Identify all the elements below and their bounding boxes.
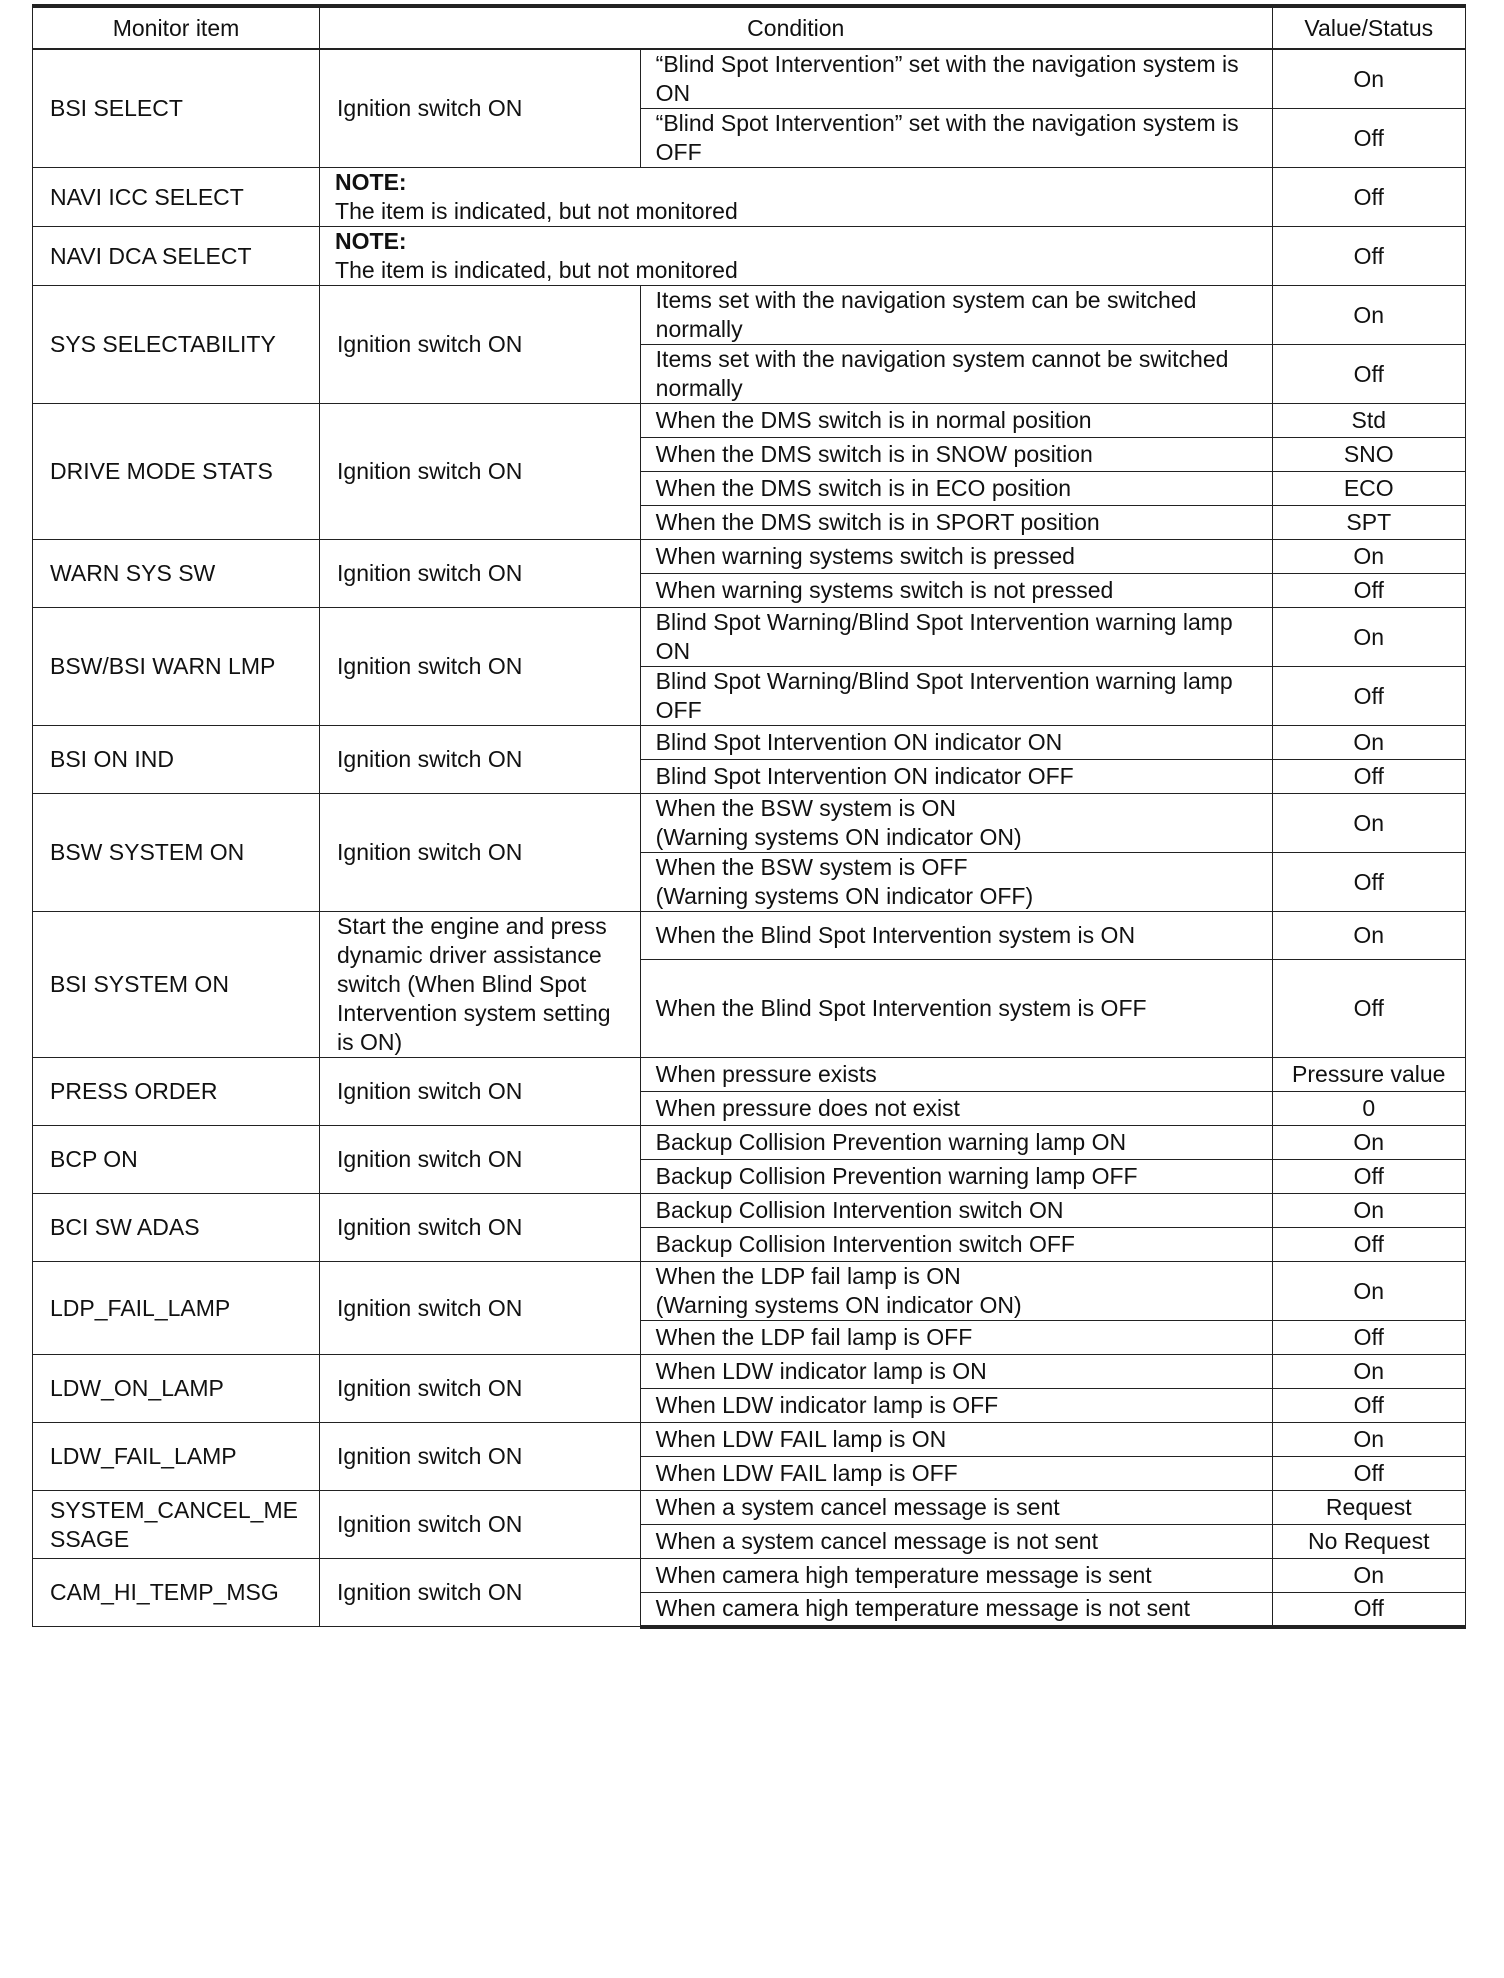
condition-main: Ignition switch ON: [320, 540, 641, 608]
condition-line: (Warning systems ON indicator ON): [655, 1292, 1022, 1318]
value-status: Off: [1272, 1321, 1465, 1355]
value-status: Off: [1272, 960, 1465, 1058]
condition-detail: Backup Collision Intervention switch OFF: [640, 1228, 1272, 1262]
condition-main: Ignition switch ON: [320, 49, 641, 168]
table-row: [33, 1559, 1466, 1593]
monitor-item: PRESS ORDER: [33, 1058, 320, 1126]
condition-main: Ignition switch ON: [320, 608, 641, 726]
condition-detail: When LDW FAIL lamp is OFF: [640, 1457, 1272, 1491]
note-text: The item is indicated, but not monitored: [335, 198, 738, 224]
table-header-row: [33, 6, 1466, 49]
table-row: [33, 1423, 1466, 1457]
condition-detail: When pressure exists: [640, 1058, 1272, 1092]
value-status: Off: [1272, 345, 1465, 404]
table-row: [33, 1126, 1466, 1160]
table-row: [33, 49, 1466, 109]
value-status: Off: [1272, 1389, 1465, 1423]
condition-detail: [640, 1262, 1272, 1321]
value-status: Request: [1272, 1491, 1465, 1525]
condition-detail: Blind Spot Intervention ON indicator ON: [640, 726, 1272, 760]
note-cell: [320, 168, 1273, 227]
condition-line: When the BSW system is OFF: [655, 854, 968, 880]
value-status: Pressure value: [1272, 1058, 1465, 1092]
condition-main: Ignition switch ON: [320, 1194, 641, 1262]
condition-line: When the BSW system is ON: [655, 795, 957, 821]
value-status: On: [1272, 1423, 1465, 1457]
condition-detail: When LDW indicator lamp is OFF: [640, 1389, 1272, 1423]
value-status: Off: [1272, 574, 1465, 608]
table-row: [33, 1058, 1466, 1092]
condition-main: Ignition switch ON: [320, 794, 641, 912]
value-status: Off: [1272, 667, 1465, 726]
condition-detail: When camera high temperature message is not sent: [640, 1593, 1272, 1627]
monitor-item: BCP ON: [33, 1126, 320, 1194]
value-status: On: [1272, 1559, 1465, 1593]
condition-main: Ignition switch ON: [320, 1058, 641, 1126]
condition-detail: Backup Collision Intervention switch ON: [640, 1194, 1272, 1228]
condition-detail: [640, 794, 1272, 853]
value-status: On: [1272, 49, 1465, 109]
condition-detail: Blind Spot Warning/Blind Spot Intervention warning lamp OFF: [640, 667, 1272, 726]
value-status: On: [1272, 726, 1465, 760]
note-title: NOTE:: [335, 228, 407, 254]
condition-line: (Warning systems ON indicator ON): [655, 824, 1022, 850]
condition-main: Ignition switch ON: [320, 1423, 641, 1491]
table-row: [33, 1355, 1466, 1389]
condition-detail: Blind Spot Warning/Blind Spot Intervention warning lamp ON: [640, 608, 1272, 667]
condition-detail: “Blind Spot Intervention” set with the navigation system is OFF: [640, 109, 1272, 168]
table-row: [33, 286, 1466, 345]
value-status: Off: [1272, 1228, 1465, 1262]
condition-main: Ignition switch ON: [320, 1559, 641, 1627]
header-condition: Condition: [320, 6, 1273, 49]
monitor-item: LDW_FAIL_LAMP: [33, 1423, 320, 1491]
value-status: Off: [1272, 1457, 1465, 1491]
condition-detail: Backup Collision Prevention warning lamp ON: [640, 1126, 1272, 1160]
table-row: [33, 1491, 1466, 1525]
condition-detail: Backup Collision Prevention warning lamp OFF: [640, 1160, 1272, 1194]
condition-detail: When LDW indicator lamp is ON: [640, 1355, 1272, 1389]
table-row: [33, 726, 1466, 760]
condition-detail: When the DMS switch is in SNOW position: [640, 438, 1272, 472]
value-status: ECO: [1272, 472, 1465, 506]
note-cell: [320, 227, 1273, 286]
condition-line: When the LDP fail lamp is ON: [655, 1263, 961, 1289]
monitor-item: BSW SYSTEM ON: [33, 794, 320, 912]
condition-detail: When LDW FAIL lamp is ON: [640, 1423, 1272, 1457]
condition-main: Ignition switch ON: [320, 1491, 641, 1559]
monitor-item: BSI SELECT: [33, 49, 320, 168]
condition-detail: When the Blind Spot Intervention system is OFF: [640, 960, 1272, 1058]
monitor-item: WARN SYS SW: [33, 540, 320, 608]
value-status: Off: [1272, 168, 1465, 227]
header-monitor-item: Monitor item: [33, 6, 320, 49]
table-row: [33, 608, 1466, 667]
value-status: On: [1272, 912, 1465, 960]
monitor-item: SYSTEM_CANCEL_MESSAGE: [33, 1491, 320, 1559]
table-row: [33, 227, 1466, 286]
condition-main: Start the engine and press dynamic driver assistance switch (When Blind Spot Intervention system setting is ON): [320, 912, 641, 1058]
condition-main: Ignition switch ON: [320, 286, 641, 404]
monitor-item: NAVI DCA SELECT: [33, 227, 320, 286]
condition-detail: When pressure does not exist: [640, 1092, 1272, 1126]
condition-line: (Warning systems ON indicator OFF): [655, 883, 1034, 909]
condition-detail: “Blind Spot Intervention” set with the navigation system is ON: [640, 49, 1272, 109]
condition-detail: Items set with the navigation system cannot be switched normally: [640, 345, 1272, 404]
monitor-item: BCI SW ADAS: [33, 1194, 320, 1262]
monitor-item: BSI SYSTEM ON: [33, 912, 320, 1058]
value-status: Std: [1272, 404, 1465, 438]
monitor-table-container: [32, 4, 1466, 1629]
condition-main: Ignition switch ON: [320, 404, 641, 540]
table-row: [33, 404, 1466, 438]
table-row: [33, 1262, 1466, 1321]
condition-detail: When warning systems switch is not pressed: [640, 574, 1272, 608]
monitor-item: BSW/BSI WARN LMP: [33, 608, 320, 726]
value-status: 0: [1272, 1092, 1465, 1126]
condition-detail: When the LDP fail lamp is OFF: [640, 1321, 1272, 1355]
monitor-item: SYS SELECTABILITY: [33, 286, 320, 404]
condition-detail: When the DMS switch is in ECO position: [640, 472, 1272, 506]
value-status: Off: [1272, 109, 1465, 168]
condition-detail: Blind Spot Intervention ON indicator OFF: [640, 760, 1272, 794]
value-status: On: [1272, 794, 1465, 853]
value-status: No Request: [1272, 1525, 1465, 1559]
value-status: On: [1272, 540, 1465, 574]
value-status: Off: [1272, 1160, 1465, 1194]
table-row: [33, 794, 1466, 853]
condition-detail: When warning systems switch is pressed: [640, 540, 1272, 574]
table-row: [33, 168, 1466, 227]
value-status: Off: [1272, 760, 1465, 794]
condition-main: Ignition switch ON: [320, 1126, 641, 1194]
condition-detail: When the DMS switch is in SPORT position: [640, 506, 1272, 540]
value-status: SPT: [1272, 506, 1465, 540]
monitor-item: NAVI ICC SELECT: [33, 168, 320, 227]
value-status: On: [1272, 286, 1465, 345]
condition-detail: [640, 853, 1272, 912]
value-status: Off: [1272, 853, 1465, 912]
value-status: On: [1272, 1355, 1465, 1389]
value-status: On: [1272, 1126, 1465, 1160]
condition-detail: Items set with the navigation system can be switched normally: [640, 286, 1272, 345]
value-status: On: [1272, 1194, 1465, 1228]
table-row: [33, 1194, 1466, 1228]
monitor-item: LDP_FAIL_LAMP: [33, 1262, 320, 1355]
monitor-table: [32, 4, 1466, 1629]
condition-main: Ignition switch ON: [320, 1262, 641, 1355]
condition-detail: When the DMS switch is in normal position: [640, 404, 1272, 438]
value-status: On: [1272, 1262, 1465, 1321]
condition-detail: When the Blind Spot Intervention system is ON: [640, 912, 1272, 960]
value-status: Off: [1272, 227, 1465, 286]
value-status: On: [1272, 608, 1465, 667]
value-status: SNO: [1272, 438, 1465, 472]
condition-detail: When a system cancel message is not sent: [640, 1525, 1272, 1559]
header-value-status: Value/Status: [1272, 6, 1465, 49]
table-row: [33, 912, 1466, 960]
monitor-item: LDW_ON_LAMP: [33, 1355, 320, 1423]
condition-detail: When a system cancel message is sent: [640, 1491, 1272, 1525]
condition-main: Ignition switch ON: [320, 726, 641, 794]
table-row: [33, 540, 1466, 574]
condition-main: Ignition switch ON: [320, 1355, 641, 1423]
value-status: Off: [1272, 1593, 1465, 1627]
note-text: The item is indicated, but not monitored: [335, 257, 738, 283]
monitor-item: DRIVE MODE STATS: [33, 404, 320, 540]
note-title: NOTE:: [335, 169, 407, 195]
monitor-item: BSI ON IND: [33, 726, 320, 794]
condition-detail: When camera high temperature message is sent: [640, 1559, 1272, 1593]
monitor-item: CAM_HI_TEMP_MSG: [33, 1559, 320, 1627]
